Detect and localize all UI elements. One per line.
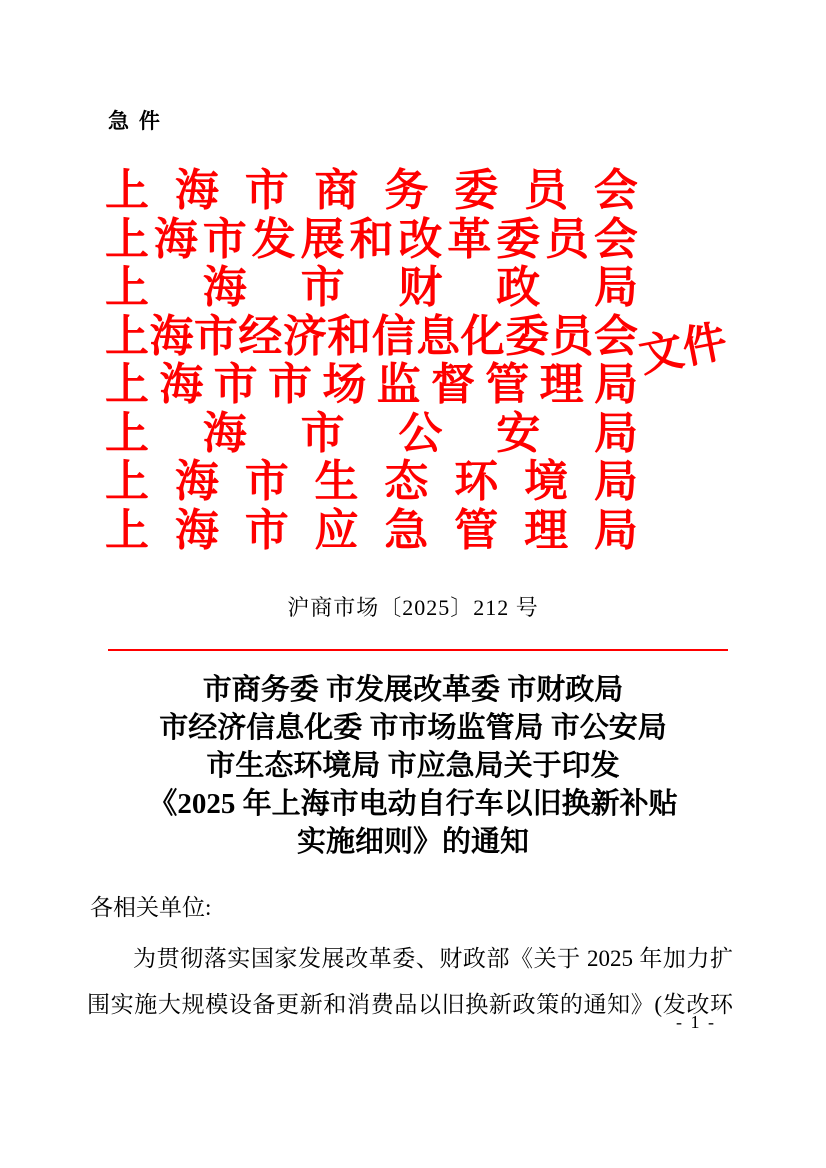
agency-header bbox=[105, 167, 638, 555]
document-word-label: 文件 bbox=[635, 316, 731, 382]
body-line: 为贯彻落实国家发展改革委、财政部《关于 2025 年加力扩 bbox=[133, 946, 733, 971]
body-paragraph bbox=[87, 936, 733, 1028]
agency-name: 上 海 市 财 政 局 bbox=[105, 263, 638, 313]
urgency-label: 急 件 bbox=[108, 110, 162, 133]
title-line: 市生态环境局 市应急局关于印发 bbox=[206, 750, 620, 782]
document-title bbox=[0, 671, 826, 861]
agency-name: 上 海 市 公 安 局 bbox=[105, 408, 638, 458]
page-number: - 1 - bbox=[676, 1012, 716, 1032]
title-line: 市商务委 市发展改革委 市财政局 bbox=[202, 674, 624, 706]
title-line: 市经济信息化委 市市场监管局 市公安局 bbox=[159, 712, 667, 744]
agency-name: 上 海 市 应 急 管 理 局 bbox=[105, 505, 638, 555]
salutation: 各相关单位: bbox=[90, 895, 212, 920]
title-line: 《2025 年上海市电动自行车以旧换新补贴 bbox=[148, 788, 678, 820]
agency-name: 上 海 市 生 态 环 境 局 bbox=[105, 457, 638, 507]
agency-name: 上 海 市 商 务 委 员 会 bbox=[105, 166, 638, 216]
document-number: 沪商市场〔2025〕212 号 bbox=[287, 595, 539, 620]
agency-name: 上 海 市 经 济 和 信 息 化 委 员 会 bbox=[105, 311, 638, 361]
agency-name: 上 海 市 市 场 监 督 管 理 局 bbox=[105, 360, 638, 410]
body-line: 围实施大规模设备更新和消费品以旧换新政策的通知》(发改环 bbox=[87, 992, 733, 1017]
title-line: 实施细则》的通知 bbox=[296, 826, 529, 858]
red-divider-line bbox=[108, 649, 728, 651]
agency-name: 上 海 市 发 展 和 改 革 委 员 会 bbox=[105, 214, 638, 264]
